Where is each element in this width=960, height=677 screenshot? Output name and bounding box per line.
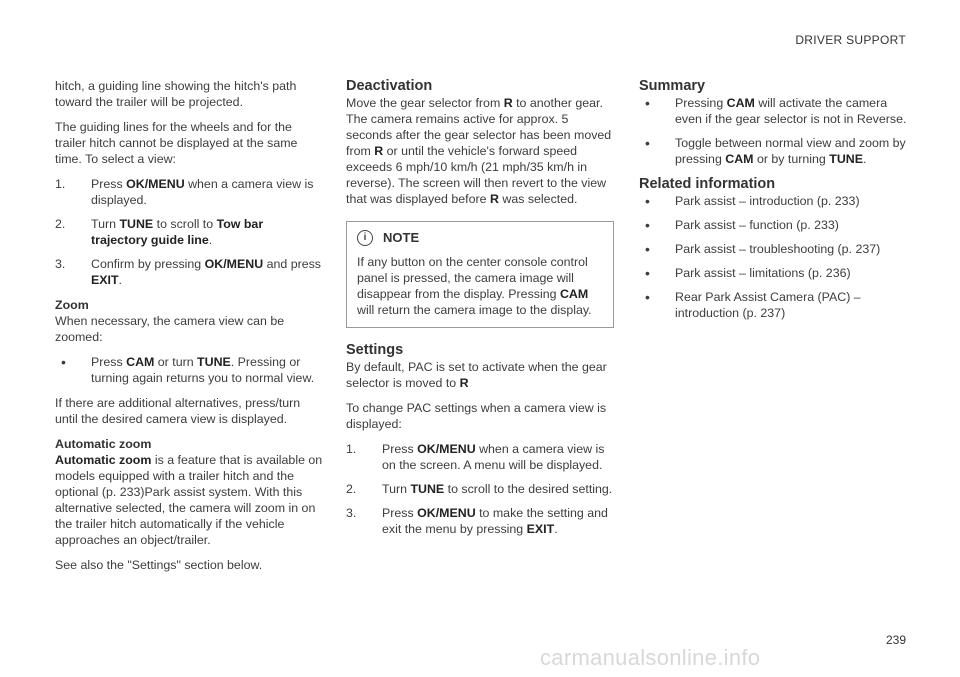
related-link[interactable]: • Park assist – limitations (p. 236) xyxy=(645,265,851,281)
column-right xyxy=(639,78,907,330)
note-label: NOTE xyxy=(383,230,420,245)
key-label: R xyxy=(459,376,469,390)
zoom-paragraph: When necessary, the camera view can be zoomed: xyxy=(55,314,285,344)
related-information-heading: Related information xyxy=(639,176,776,192)
view-steps-list xyxy=(55,176,323,288)
zoom-heading: Zoom xyxy=(55,298,89,312)
key-label: CAM xyxy=(559,287,589,301)
bullet-icon: • xyxy=(645,241,650,257)
menu-option-link[interactable]: Tow bar trajectory guide line xyxy=(91,217,264,247)
bullet-icon: • xyxy=(645,265,650,281)
info-icon: i xyxy=(357,230,373,246)
column-left xyxy=(55,78,323,582)
related-link[interactable]: • Park assist – troubleshooting (p. 237) xyxy=(645,241,881,257)
automatic-zoom-heading: Automatic zoom xyxy=(55,437,152,451)
list-item: 3. Confirm by pressing OK/MENU and press EXIT. xyxy=(55,257,321,287)
key-label: EXIT xyxy=(91,273,119,287)
key-label: EXIT xyxy=(526,522,555,536)
list-item: 3. Press OK/MENU to make the setting and exit the menu by pressing EXIT. xyxy=(346,506,608,536)
bullet-icon: • xyxy=(61,354,66,370)
page-number: 239 xyxy=(885,633,906,647)
watermark-text: carmanualsonline.info xyxy=(540,645,761,670)
settings-paragraph-2: To change PAC settings when a camera view is displayed: xyxy=(346,401,607,431)
related-link[interactable]: • Rear Park Assist Camera (PAC) – introduction (p. 237) xyxy=(645,289,861,320)
bullet-icon: • xyxy=(645,95,650,111)
summary-heading: Summary xyxy=(639,78,706,94)
note-box xyxy=(346,221,614,328)
bullet-icon: • xyxy=(645,289,650,305)
related-link[interactable]: • Park assist – introduction (p. 233) xyxy=(645,193,860,209)
automatic-zoom-paragraph: Automatic zoom is a feature that is available on models equipped with a trailer hitch and the optional (p. 233)Park assist system. With this alternative selected, the camera will zoom in on the trailer hitch automatically if the vehicle approaches an object/trailer. xyxy=(55,453,323,547)
summary-list xyxy=(639,95,907,167)
bullet-icon: • xyxy=(645,135,650,151)
key-label: TUNE xyxy=(197,355,231,369)
section-title: DRIVER SUPPORT xyxy=(795,33,906,47)
automatic-zoom-link[interactable]: Automatic zoom xyxy=(55,453,152,467)
settings-heading: Settings xyxy=(346,342,404,358)
key-label: OK/MENU xyxy=(204,257,264,271)
list-item: • Press CAM or turn TUNE. Pressing or turning again returns you to normal view. xyxy=(61,354,315,385)
see-also-text: See also the "Settings" section below. xyxy=(55,558,263,572)
zoom-paragraph-2: If there are additional alternatives, press/turn until the desired camera view is displayed. xyxy=(55,396,301,426)
key-label: CAM xyxy=(126,355,155,369)
deactivation-heading: Deactivation xyxy=(346,78,433,94)
key-label: OK/MENU xyxy=(417,506,476,520)
zoom-bullet-list xyxy=(55,354,323,386)
key-label: CAM xyxy=(725,152,754,166)
key-label: TUNE xyxy=(829,152,863,166)
key-label: R xyxy=(374,144,384,158)
key-label: OK/MENU xyxy=(126,177,185,191)
deactivation-paragraph: Move the gear selector from R to another gear. The camera remains active for approx. 5 seconds after the gear selector has been moved from R or until the vehicle's forward speed exceeds 6 mph/10 km/h (21 mph/35 km/h in reverse). The screen will then revert to the view that was displayed before R was selected. xyxy=(346,96,612,206)
key-label: TUNE xyxy=(410,482,445,496)
list-item: • Pressing CAM will activate the camera even if the gear selector is not in Reverse. xyxy=(645,95,907,126)
note-header xyxy=(357,230,603,246)
related-list xyxy=(639,193,907,321)
column-middle xyxy=(346,78,614,546)
list-item: 2. Turn TUNE to scroll to the desired setting. xyxy=(346,482,613,496)
bullet-icon: • xyxy=(645,217,650,233)
list-item: 2. Turn TUNE to scroll to Tow bar trajectory guide line. xyxy=(55,217,264,247)
key-label: R xyxy=(503,96,513,110)
key-label: TUNE xyxy=(119,217,154,231)
intro-paragraph-1: hitch, a guiding line showing the hitch's path toward the trailer will be projected. xyxy=(55,79,297,109)
key-label: CAM xyxy=(726,96,755,110)
intro-paragraph-2: The guiding lines for the wheels and for the trailer hitch cannot be displayed at the same time. To select a view: xyxy=(55,120,298,166)
list-item: 1. Press OK/MENU when a camera view is on the screen. A menu will be displayed. xyxy=(346,442,605,472)
settings-steps-list xyxy=(346,441,614,537)
settings-paragraph-1: By default, PAC is set to activate when the gear selector is moved to R xyxy=(346,360,607,390)
list-item: • Toggle between normal view and zoom by pressing CAM or by turning TUNE. xyxy=(645,135,906,166)
key-label: R xyxy=(489,192,499,206)
key-label: OK/MENU xyxy=(417,442,476,456)
bullet-icon: • xyxy=(645,193,650,209)
related-link[interactable]: • Park assist – function (p. 233) xyxy=(645,217,839,233)
list-item: 1. Press OK/MENU when a camera view is displayed. xyxy=(55,177,314,207)
note-text: If any button on the center console control panel is pressed, the camera image will disappear from the display. Pressing CAM will return the camera image to the display. xyxy=(357,255,592,317)
